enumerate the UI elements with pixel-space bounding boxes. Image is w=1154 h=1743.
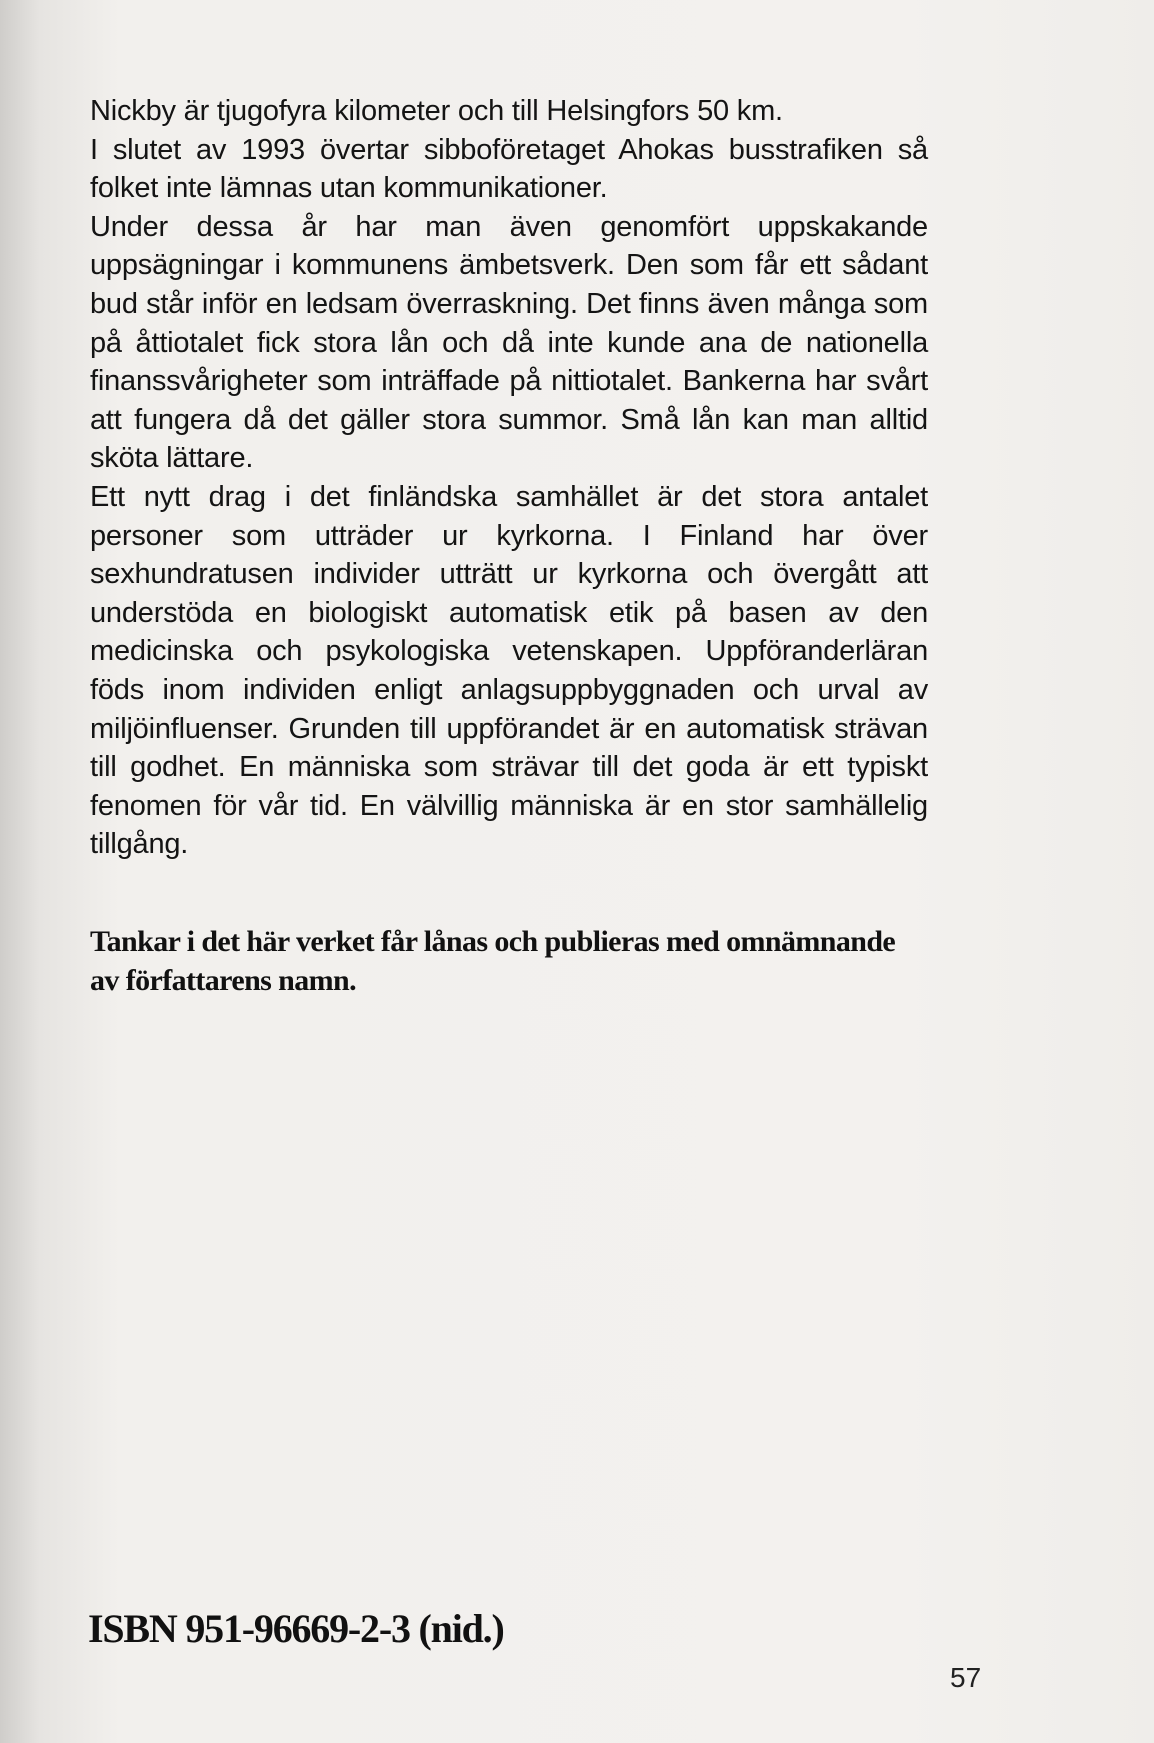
paragraph: Nickby är tjugofyra kilometer och till Helsingfors 50 km. bbox=[90, 95, 783, 127]
copyright-notice bbox=[90, 922, 928, 1000]
paragraph: I slutet av 1993 övertar sibboföretaget Ahokas busstrafiken så folket inte lämnas utan kommunikationer. bbox=[90, 133, 928, 205]
isbn: ISBN 951-96669-2-3 (nid.) bbox=[88, 1606, 504, 1651]
body-text bbox=[90, 92, 928, 864]
page-number: 57 bbox=[950, 1662, 982, 1693]
paragraph: Ett nytt drag i det finländska samhället är det stora antalet personer som utträder ur kyrkorna. I Finland har över sexhundratusen individer utträtt ur kyrkorna och övergått att understöda en biologiskt automatisk etik på basen av den medicinska och psykologiska vetenskapen. Uppföranderläran föds inom individen enligt anlagsuppbyggnaden och urval av miljöinfluenser. Grunden till uppförandet är en automatisk strävan till godhet. En människa som strävar till det goda är ett typiskt fenomen för vår tid. En välvillig människa är en stor samhällelig tillgång. bbox=[90, 480, 928, 861]
notice-text: Tankar i det här verket får lånas och publieras med omnämnande av författarens namn. bbox=[90, 925, 896, 997]
paragraph: Under dessa år har man även genomfört uppskakande uppsägningar i kommunens ämbetsverk. Den som får ett sådant bud står inför en ledsam överraskning. Det finns även många som på åttiotalet fick stora lån och då inte kunde ana de nationella finanssvårigheter som inträffade på nittiotalet. Bankerna har svårt att fungera då det gäller stora summor. Små lån kan man alltid sköta lättare. bbox=[90, 210, 928, 475]
